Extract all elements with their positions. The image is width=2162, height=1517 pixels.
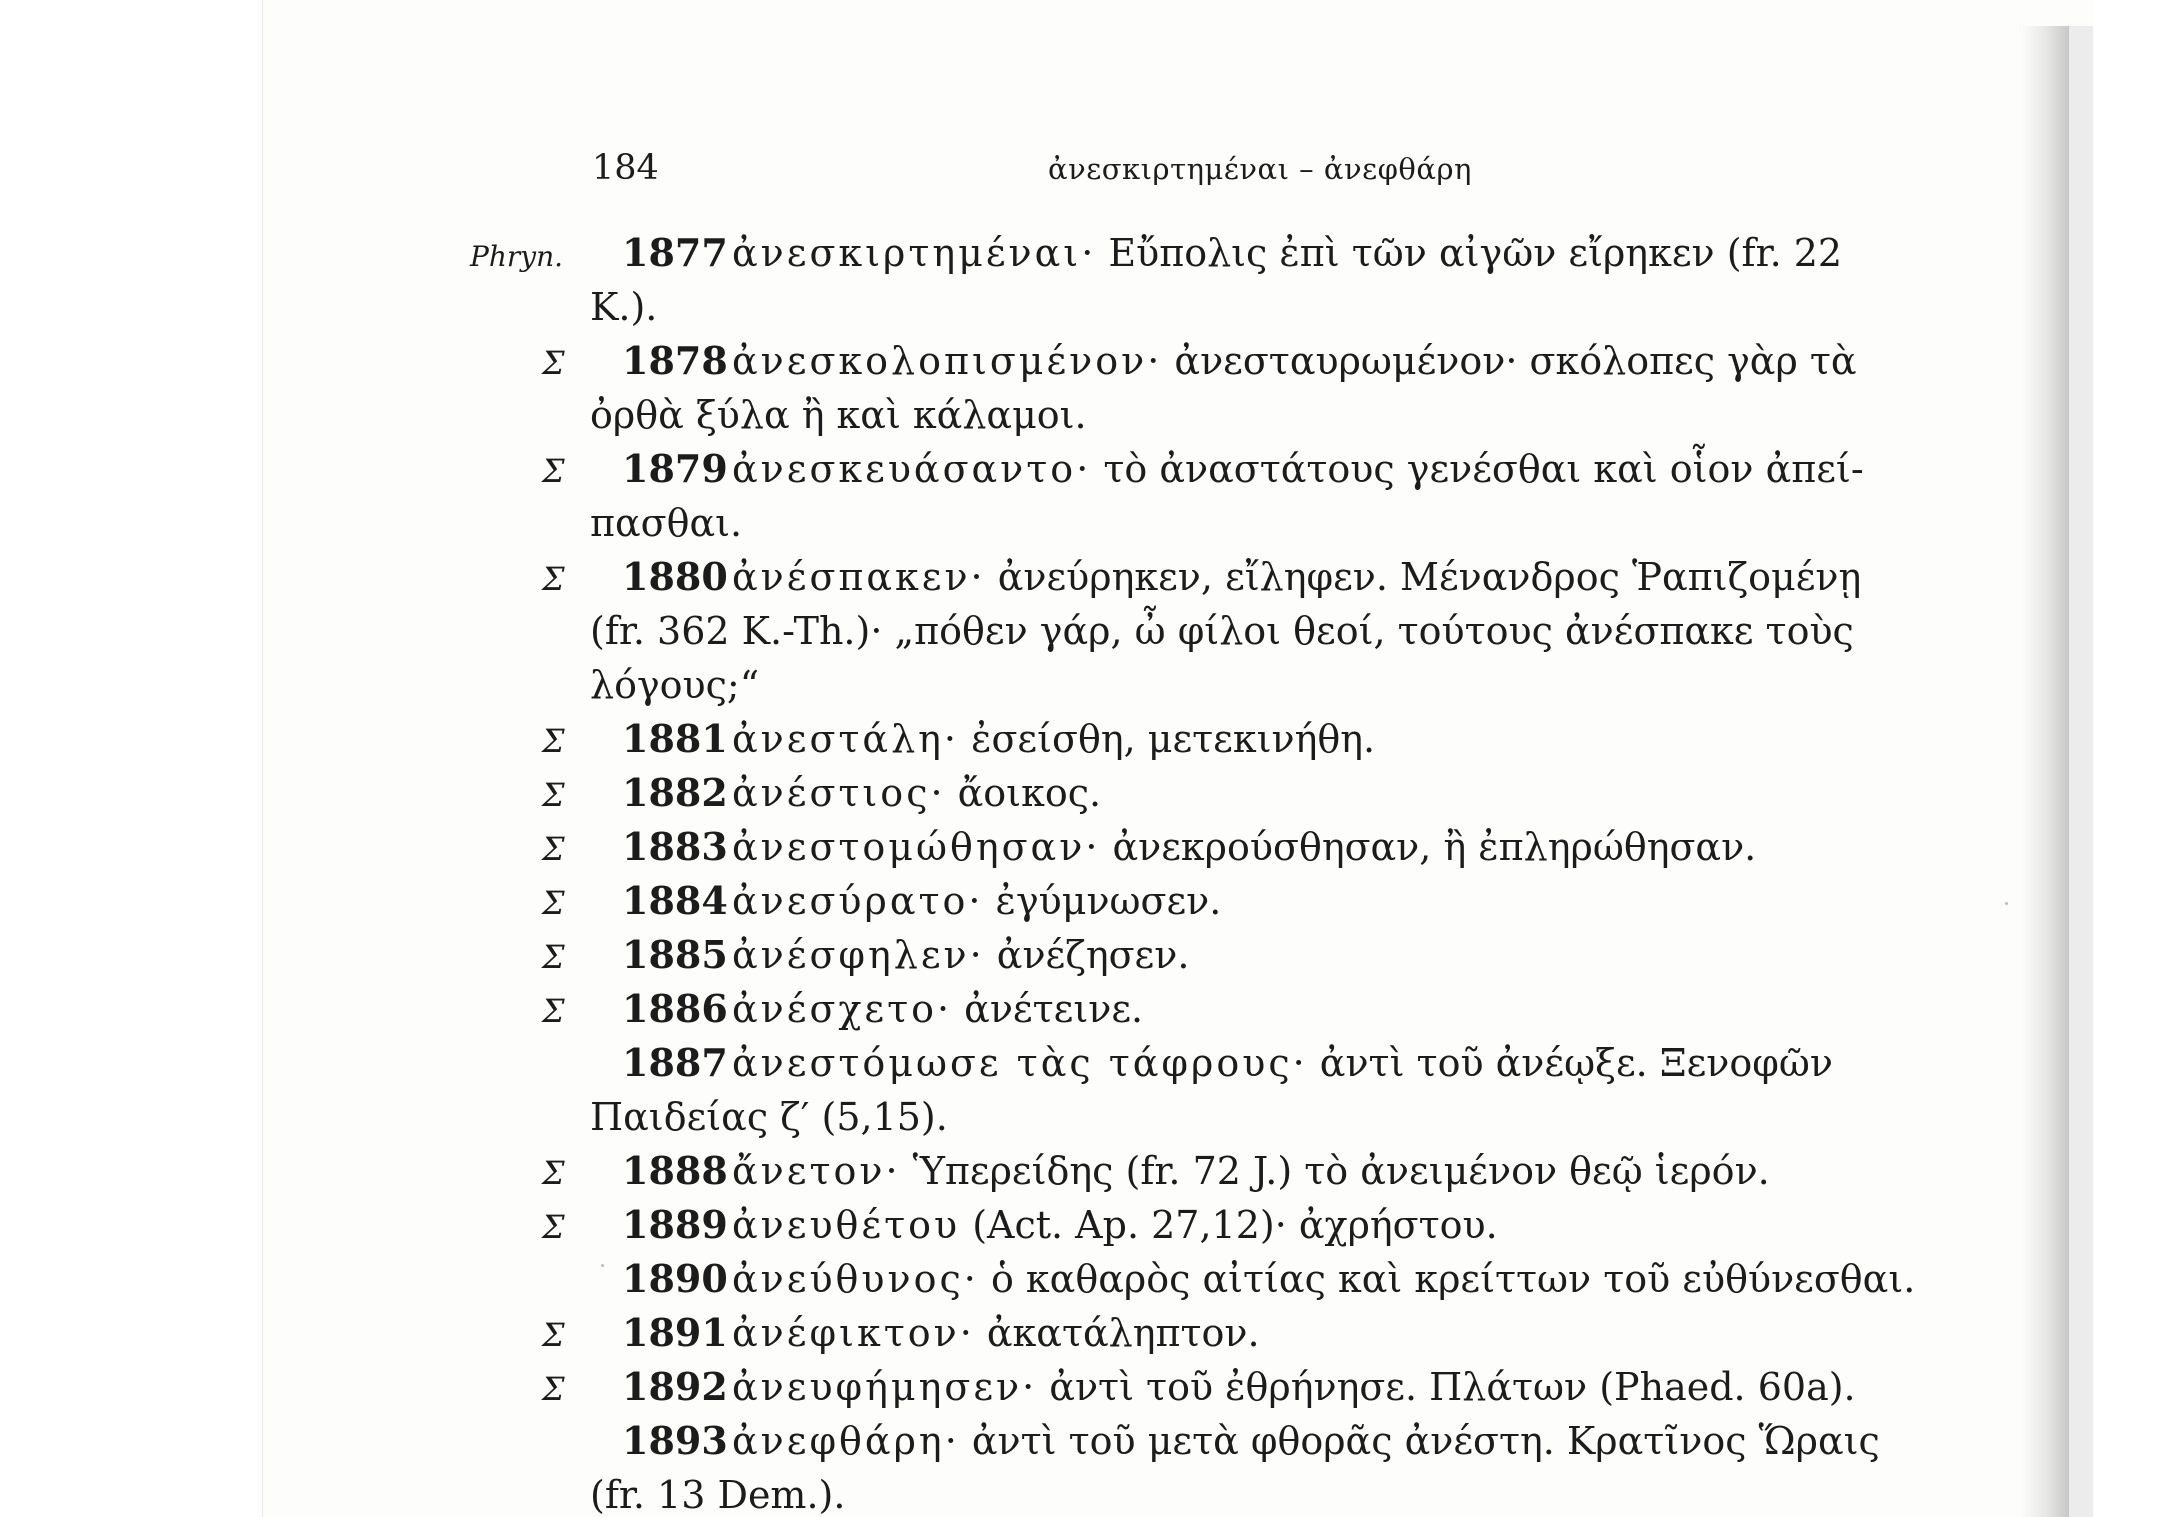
lexicon-entry xyxy=(450,1252,1950,1306)
source-marker: Σ xyxy=(542,884,565,922)
entry-number: 1880 xyxy=(622,554,728,599)
lexicon-entry xyxy=(450,928,1950,982)
entry-lemma: ἀνεσύρατο· xyxy=(732,879,984,923)
entry-number: 1890 xyxy=(622,1256,728,1301)
entry-gloss: ἄοικος. xyxy=(945,771,1102,815)
source-marker: Σ xyxy=(542,1370,565,1408)
lexicon-entry xyxy=(450,1198,1950,1252)
lexicon-entry xyxy=(450,334,1950,442)
lexicon-entry xyxy=(450,766,1950,820)
entry-number: 1886 xyxy=(622,986,728,1031)
source-marker: Σ xyxy=(542,1316,565,1354)
entry-number: 1879 xyxy=(622,446,728,491)
entry-number: 1884 xyxy=(622,878,728,923)
entry-gloss: ἀντὶ τοῦ μετὰ φθορᾶς ἀνέστη. Κρατῖνος Ὥραις xyxy=(959,1419,1880,1463)
lexicon-entry xyxy=(450,1414,1950,1517)
entry-gloss: ἀντὶ τοῦ ἀνέῳξε. Ξενοφῶν xyxy=(1307,1041,1833,1085)
entry-first-line xyxy=(592,550,1950,604)
source-marker xyxy=(470,1414,590,1468)
entry-continuation-line: (fr. 362 K.-Th.)· „πόθεν γάρ, ὦ φίλοι θεοί, τούτους ἀνέσπακε τοὺς xyxy=(590,609,1854,653)
lexicon-entry xyxy=(450,1036,1950,1144)
entry-first-line xyxy=(592,712,1950,766)
entry-gloss: (Act. Ap. 27,12)· ἀχρήστου. xyxy=(960,1203,1498,1247)
entry-number: 1882 xyxy=(622,770,728,815)
page-header xyxy=(592,148,1932,198)
entry-gloss: ἀνέζησεν. xyxy=(984,933,1190,977)
entry-first-line xyxy=(592,1144,1950,1198)
entry-number: 1893 xyxy=(622,1418,728,1463)
entry-number: 1881 xyxy=(622,716,728,761)
entry-continuation-line: Παιδείας ζ′ (5,15). xyxy=(590,1095,948,1139)
entry-first-line xyxy=(592,1414,1950,1468)
entry-lemma: ἀνεσκευάσαντο· xyxy=(732,447,1092,491)
entry-first-line xyxy=(592,1036,1950,1090)
entry-first-line xyxy=(592,820,1950,874)
entry-number: 1887 xyxy=(622,1040,728,1085)
entry-lemma: ἀνεστομώθησαν· xyxy=(732,825,1101,869)
entry-first-line xyxy=(592,442,1950,496)
entry-gloss: ἐγύμνωσεν. xyxy=(983,879,1222,923)
entry-lemma: ἄνετον· xyxy=(732,1149,901,1193)
entry-first-line xyxy=(592,874,1950,928)
source-marker: Σ xyxy=(542,938,565,976)
entry-lemma: ἀνεύθυνος· xyxy=(732,1257,979,1301)
binding-edge xyxy=(2069,26,2093,1517)
source-marker: Σ xyxy=(542,776,565,814)
lexicon-entry xyxy=(450,1306,1950,1360)
source-marker: Σ xyxy=(542,722,565,760)
entry-number: 1892 xyxy=(622,1364,728,1409)
lexicon-entries xyxy=(450,226,1950,1517)
entry-lemma: ἀνέφικτον· xyxy=(732,1311,975,1355)
running-head: ἀνεσκιρτημέναι – ἀνεφθάρη xyxy=(1048,152,1472,186)
entry-lemma: ἀνευθέτου xyxy=(732,1203,961,1247)
lexicon-entry xyxy=(450,820,1950,874)
entry-gloss: Ὑπερείδης (fr. 72 J.) τὸ ἀνειμένον θεῷ ἱερόν. xyxy=(900,1149,1770,1193)
entry-continuation-line: K.). xyxy=(590,285,658,329)
entry-lemma: ἀνέσχετο· xyxy=(732,987,953,1031)
source-marker: Σ xyxy=(542,992,565,1030)
entry-first-line xyxy=(592,982,1950,1036)
source-marker: Σ xyxy=(542,452,565,490)
entry-lemma: ἀνεφθάρη· xyxy=(732,1419,960,1463)
entry-gloss: ἀντὶ τοῦ ἐθρήνησε. Πλάτων (Phaed. 60a). xyxy=(1037,1365,1856,1409)
lexicon-entry xyxy=(450,712,1950,766)
entry-gloss: ὁ καθαρὸς αἰτίας καὶ κρείττων τοῦ εὐθύνεσθαι. xyxy=(978,1257,1916,1301)
entry-continuation-line: λόγους;“ xyxy=(590,663,760,707)
source-marker: Phryn. xyxy=(470,240,564,273)
entry-gloss: ἀνεσταυρωμένον· σκόλοπες γὰρ τὰ xyxy=(1162,339,1857,383)
page-number: 184 xyxy=(592,148,659,188)
entry-number: 1891 xyxy=(622,1310,728,1355)
source-marker: Σ xyxy=(542,1208,565,1246)
lexicon-entry xyxy=(450,1144,1950,1198)
entry-first-line xyxy=(592,1306,1950,1360)
entry-lemma: ἀνεσκολοπισμένον· xyxy=(732,339,1163,383)
entry-number: 1885 xyxy=(622,932,728,977)
source-marker: Σ xyxy=(542,830,565,868)
source-marker: Σ xyxy=(542,344,565,382)
entry-first-line xyxy=(592,334,1950,388)
entry-gloss: Εὔπολις ἐπὶ τῶν αἰγῶν εἴρηκεν (fr. 22 xyxy=(1096,231,1843,275)
lexicon-entry xyxy=(450,874,1950,928)
entry-lemma: ἀνεστόμωσε τὰς τάφρους· xyxy=(732,1041,1308,1085)
lexicon-entry xyxy=(450,442,1950,550)
entry-lemma: ἀνέσφηλεν· xyxy=(732,933,985,977)
entry-number: 1878 xyxy=(622,338,728,383)
lexicon-entry xyxy=(450,982,1950,1036)
lexicon-entry xyxy=(450,226,1950,334)
entry-gloss: ἀνεκρούσθησαν, ἢ ἐπληρώθησαν. xyxy=(1100,825,1757,869)
source-marker: Σ xyxy=(542,560,565,598)
entry-gloss: ἀνεύρηκεν, εἴληφεν. Μένανδρος Ῥαπιζομένῃ xyxy=(985,555,1862,599)
entry-number: 1877 xyxy=(622,230,728,275)
entry-first-line xyxy=(592,928,1950,982)
entry-gloss: ἀνέτεινε. xyxy=(952,987,1144,1031)
entry-continuation-line: (fr. 13 Dem.). xyxy=(590,1473,846,1517)
entry-lemma: ἀνεστάλη· xyxy=(732,717,960,761)
entry-first-line xyxy=(592,226,1950,280)
entry-first-line xyxy=(592,1198,1950,1252)
entry-lemma: ἀνευφήμησεν· xyxy=(732,1365,1038,1409)
entry-lemma: ἀνεσκιρτημέναι· xyxy=(732,231,1097,275)
entry-lemma: ἀνέσπακεν· xyxy=(732,555,986,599)
lexicon-entry xyxy=(450,550,1950,712)
entry-number: 1888 xyxy=(622,1148,728,1193)
entry-gloss: τὸ ἀναστάτους γενέσθαι καὶ οἷον ἀπεί- xyxy=(1091,447,1864,491)
entry-continuation-line: πασθαι. xyxy=(590,501,743,545)
source-marker xyxy=(470,1252,590,1306)
entry-number: 1883 xyxy=(622,824,728,869)
lexicon-entry xyxy=(450,1360,1950,1414)
entry-continuation-line: ὀρθὰ ξύλα ἢ καὶ κάλαμοι. xyxy=(590,393,1087,437)
scan-speck xyxy=(2005,902,2008,905)
entry-lemma: ἀνέστιος· xyxy=(732,771,946,815)
entry-gloss: ἐσείσθη, μετεκινήθη. xyxy=(959,717,1376,761)
entry-first-line xyxy=(592,766,1950,820)
entry-number: 1889 xyxy=(622,1202,728,1247)
source-marker: Σ xyxy=(542,1154,565,1192)
entry-first-line xyxy=(592,1360,1950,1414)
source-marker xyxy=(470,1036,590,1090)
entry-gloss: ἀκατάληπτον. xyxy=(974,1311,1260,1355)
entry-first-line xyxy=(592,1252,1950,1306)
